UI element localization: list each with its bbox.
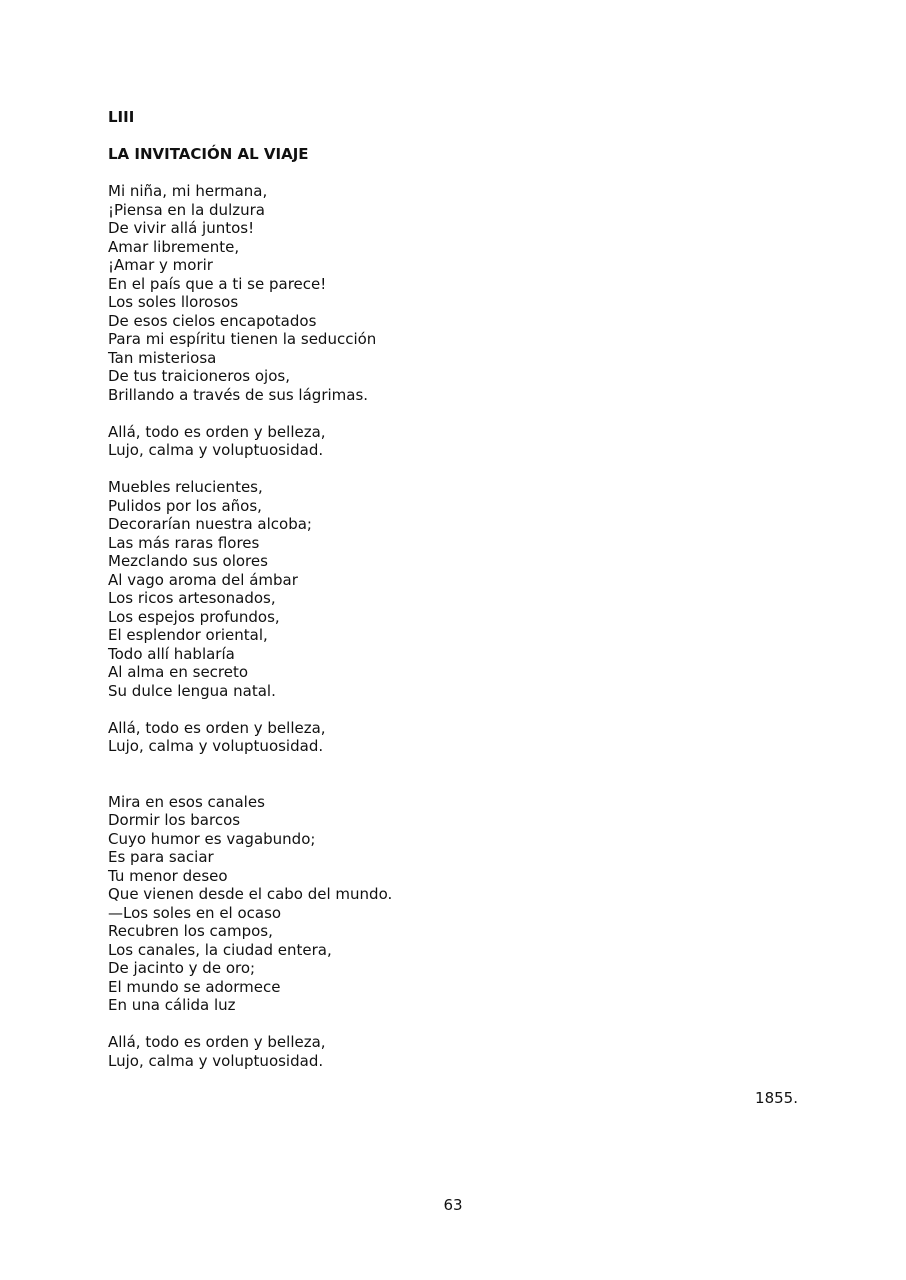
- poem-line: De esos cielos encapotados: [108, 311, 317, 330]
- poem-line: Recubren los campos,: [108, 922, 273, 940]
- poem-line: Al vago aroma del ámbar: [108, 570, 298, 589]
- poem-line: Mezclando sus olores: [108, 552, 268, 570]
- poem-line: Tan misteriosa: [108, 348, 217, 367]
- poem-line: ¡Amar y morir: [108, 256, 213, 274]
- poem-numeral: LIII: [108, 108, 135, 126]
- poem-line: Es para saciar: [108, 848, 214, 866]
- poem-line: Todo allí hablaría: [108, 644, 235, 663]
- poem-line: ¡Piensa en la dulzura: [108, 200, 265, 219]
- poem-line: Que vienen desde el cabo del mundo.: [108, 885, 393, 903]
- poem-date: 1855.: [755, 1088, 798, 1107]
- poem-line: Al alma en secreto: [108, 663, 249, 681]
- poem-line: De vivir allá juntos!: [108, 219, 255, 237]
- stanza-2: [108, 478, 798, 700]
- refrain-3: [108, 1033, 798, 1070]
- poem-line: El esplendor oriental,: [108, 626, 268, 644]
- page-number: 63: [443, 1196, 463, 1214]
- refrain-2: [108, 719, 798, 756]
- poem-line: Las más raras flores: [108, 533, 260, 552]
- poem-line: Pulidos por los años,: [108, 496, 262, 515]
- poem-line: Su dulce lengua natal.: [108, 681, 276, 700]
- poem-title: LA INVITACIÓN AL VIAJE: [108, 145, 309, 163]
- poem-line: De tus traicioneros ojos,: [108, 367, 290, 385]
- poem-line: Allá, todo es orden y belleza,: [108, 1033, 326, 1051]
- poem-line: Los canales, la ciudad entera,: [108, 940, 332, 959]
- poem-line: Allá, todo es orden y belleza,: [108, 718, 326, 737]
- poem-line: Brillando a través de sus lágrimas.: [108, 385, 369, 404]
- poem-line: Allá, todo es orden y belleza,: [108, 422, 326, 441]
- poem-line: Dormir los barcos: [108, 811, 241, 829]
- refrain-1: [108, 423, 798, 460]
- poem-line: Mira en esos canales: [108, 792, 265, 811]
- poem-line: El mundo se adormece: [108, 977, 281, 996]
- poem-line: En el país que a ti se parece!: [108, 274, 327, 293]
- poem-line: Para mi espíritu tienen la seducción: [108, 330, 377, 348]
- poem-line: Amar libremente,: [108, 237, 240, 256]
- poem-line: Los ricos artesonados,: [108, 589, 276, 607]
- poem-page: [108, 108, 798, 1107]
- poem-line: Tu menor deseo: [108, 866, 228, 885]
- stanza-1: [108, 182, 798, 404]
- poem-line: Los espejos profundos,: [108, 607, 280, 626]
- poem-line: Mi niña, mi hermana,: [108, 182, 268, 200]
- stanza-3: [108, 793, 798, 1015]
- poem-line: Lujo, calma y voluptuosidad.: [108, 441, 324, 459]
- poem-line: Muebles relucientes,: [108, 478, 263, 496]
- poem-line: Decorarían nuestra alcoba;: [108, 515, 312, 533]
- poem-line: Cuyo humor es vagabundo;: [108, 829, 316, 848]
- poem-line: —Los soles en el ocaso: [108, 903, 282, 922]
- poem-line: Lujo, calma y voluptuosidad.: [108, 737, 324, 755]
- poem-line: En una cálida luz: [108, 996, 236, 1014]
- poem-line: Lujo, calma y voluptuosidad.: [108, 1051, 324, 1070]
- poem-line: Los soles llorosos: [108, 293, 239, 311]
- poem-line: De jacinto y de oro;: [108, 959, 256, 977]
